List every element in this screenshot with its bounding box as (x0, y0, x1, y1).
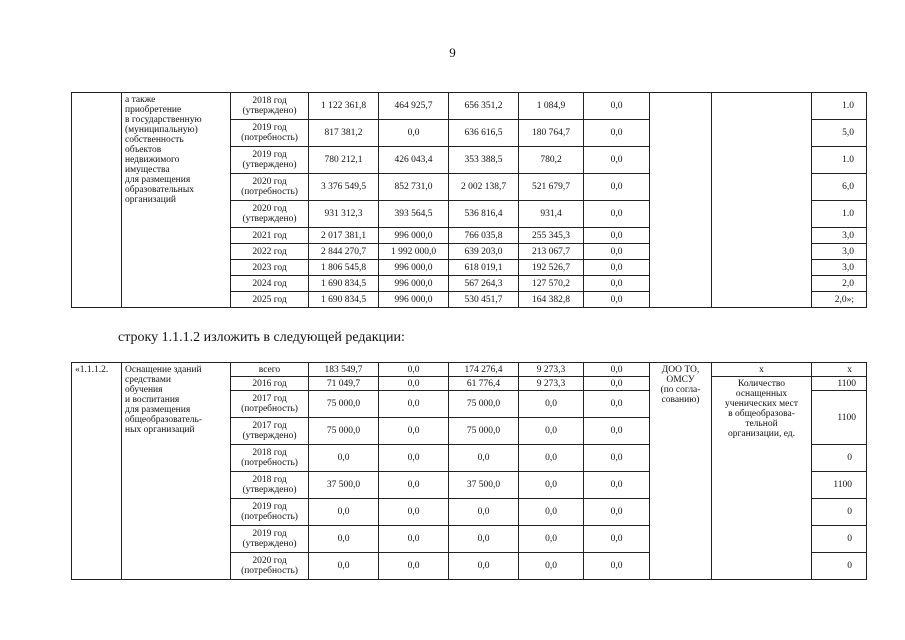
year-label: 2023 год (252, 262, 287, 273)
year-cell (231, 174, 309, 201)
indicator-value-cell: 1100 (812, 472, 867, 499)
description-cell (122, 363, 231, 580)
description-cell-line: а также (125, 95, 156, 105)
value-cell-v1: 1 992 000,0 (379, 244, 449, 260)
value-cell-total: 71 049,7 (309, 377, 379, 391)
indicator-value-cell: 0 (812, 445, 867, 472)
value-cell-v4: 0,0 (584, 244, 650, 260)
indicator-value-cell: 2,0 (812, 276, 867, 292)
year-note: (утверждено) (242, 106, 297, 116)
value-cell-v1: 0,0 (379, 526, 449, 553)
value-cell-v2: 530 451,7 (449, 292, 519, 308)
description-cell-line: недвижимого (125, 155, 180, 165)
year-note: (потребность) (241, 458, 298, 468)
year-cell (231, 363, 309, 377)
description-cell (122, 93, 231, 308)
value-cell-v4: 0,0 (584, 363, 650, 377)
value-cell-v3: 0,0 (519, 445, 584, 472)
value-cell-v3: 780,2 (519, 147, 584, 174)
value-cell-v3: 127 570,2 (519, 276, 584, 292)
indicator-cell-line: оснащенных (735, 389, 788, 399)
budget-table-1 (71, 92, 867, 308)
value-cell-v4: 0,0 (584, 553, 650, 580)
year-label: 2017 год (252, 394, 287, 404)
value-cell-v2: 37 500,0 (449, 472, 519, 499)
value-cell-v3: 192 526,7 (519, 260, 584, 276)
description-cell-line: в государственную (125, 115, 202, 125)
value-cell-v1: 0,0 (379, 553, 449, 580)
year-cell (231, 276, 309, 292)
year-note: (утверждено) (242, 214, 297, 224)
year-cell (231, 147, 309, 174)
value-cell-v4: 0,0 (584, 228, 650, 244)
executor-cell-line: ОМСУ (666, 375, 695, 385)
indicator-value-cell: 3,0 (812, 260, 867, 276)
indicator-value-cell: 0 (812, 499, 867, 526)
value-cell-v2: 618 019,1 (449, 260, 519, 276)
indicator-value-cell: 0 (812, 553, 867, 580)
value-cell-v3: 180 764,7 (519, 120, 584, 147)
description-cell-line: средствами (125, 375, 171, 385)
value-cell-total: 75 000,0 (309, 391, 379, 418)
value-cell-total: 2 017 381,1 (309, 228, 379, 244)
value-cell-v1: 0,0 (379, 377, 449, 391)
indicator-value-cell: 3,0 (812, 244, 867, 260)
value-cell-v3: 0,0 (519, 553, 584, 580)
executor-cell (650, 363, 712, 580)
indicator-value-cell: 1.0 (812, 93, 867, 120)
indicator-value-cell: 2,0»; (812, 292, 867, 308)
value-cell-v1: 996 000,0 (379, 276, 449, 292)
value-cell-v4: 0,0 (584, 377, 650, 391)
year-note: (потребность) (241, 133, 298, 143)
value-cell-v3: 931,4 (519, 201, 584, 228)
value-cell-v3: 0,0 (519, 472, 584, 499)
year-note: (утверждено) (242, 160, 297, 170)
indicator-value-cell: 5,0 (812, 120, 867, 147)
value-cell-v1: 996 000,0 (379, 260, 449, 276)
indicator-cell (712, 93, 812, 308)
year-label: 2018 год (252, 475, 287, 485)
year-cell (231, 120, 309, 147)
executor-cell (650, 93, 712, 308)
value-cell-total: 75 000,0 (309, 418, 379, 445)
value-cell-v1: 852 731,0 (379, 174, 449, 201)
indicator-cell (712, 377, 812, 580)
value-cell-v1: 393 564,5 (379, 201, 449, 228)
value-cell-v1: 0,0 (379, 363, 449, 377)
value-cell-v3: 0,0 (519, 418, 584, 445)
description-cell-line: общеобразователь- (125, 415, 203, 425)
value-cell-v4: 0,0 (584, 472, 650, 499)
value-cell-total: 3 376 549,5 (309, 174, 379, 201)
year-label: 2019 год (252, 502, 287, 512)
value-cell-total: 0,0 (309, 526, 379, 553)
instruction-text: строку 1.1.1.2 изложить в следующей редакции: (118, 330, 405, 345)
value-cell-v2: 353 388,5 (449, 147, 519, 174)
year-label: 2017 год (252, 421, 287, 431)
description-cell-line: (муниципальную) (125, 125, 198, 135)
value-cell-total: 1 690 834,5 (309, 292, 379, 308)
year-label: 2019 год (252, 529, 287, 539)
description-cell-line: для размещения (125, 175, 191, 185)
value-cell-total: 37 500,0 (309, 472, 379, 499)
value-cell-v2: 536 816,4 (449, 201, 519, 228)
year-note: (потребность) (241, 404, 298, 414)
value-cell-v2: 639 203,0 (449, 244, 519, 260)
value-cell-v4: 0,0 (584, 418, 650, 445)
value-cell-total: 780 212,1 (309, 147, 379, 174)
value-cell-total: 931 312,3 (309, 201, 379, 228)
indicator-value-cell: 1100 (812, 377, 867, 391)
value-cell-v3: 1 084,9 (519, 93, 584, 120)
value-cell-v2: 2 002 138,7 (449, 174, 519, 201)
value-cell-v1: 996 000,0 (379, 292, 449, 308)
value-cell-v3: 164 382,8 (519, 292, 584, 308)
description-cell-line: для размещения (125, 405, 191, 415)
value-cell-v4: 0,0 (584, 93, 650, 120)
year-cell (231, 377, 309, 391)
value-cell-v2: 0,0 (449, 526, 519, 553)
year-label: 2018 год (252, 448, 287, 458)
value-cell-v3: 9 273,3 (519, 377, 584, 391)
executor-cell-line: (по согла- (660, 385, 701, 395)
value-cell-v4: 0,0 (584, 147, 650, 174)
year-label: 2025 год (252, 294, 287, 305)
value-cell-v1: 426 043,4 (379, 147, 449, 174)
value-cell-v2: 0,0 (449, 445, 519, 472)
executor-cell-line: ДОО ТО, (661, 365, 700, 375)
table-row (72, 93, 867, 120)
value-cell-v2: 567 264,3 (449, 276, 519, 292)
indicator-cell-line: тельной (745, 419, 778, 429)
description-cell-line: собственность (125, 135, 184, 145)
year-label: 2020 год (252, 204, 287, 214)
year-cell (231, 445, 309, 472)
budget-table-2 (71, 362, 867, 580)
year-cell (231, 418, 309, 445)
year-note: (утверждено) (242, 539, 297, 549)
value-cell-total: 183 549,7 (309, 363, 379, 377)
value-cell-v3: 255 345,3 (519, 228, 584, 244)
year-label: всего (258, 364, 281, 375)
year-label: 2018 год (252, 96, 287, 106)
page-number: 9 (449, 45, 456, 60)
value-cell-total: 0,0 (309, 499, 379, 526)
value-cell-v1: 0,0 (379, 472, 449, 499)
year-cell (231, 201, 309, 228)
indicator-cell-line: организации, ед. (727, 429, 796, 439)
value-cell-v4: 0,0 (584, 499, 650, 526)
value-cell-v2: 0,0 (449, 553, 519, 580)
indicator-value-cell: 0 (812, 526, 867, 553)
year-cell (231, 244, 309, 260)
description-cell-line: приобретение (125, 105, 182, 115)
indicator-cell-line: Количество (737, 379, 786, 389)
value-cell-v1: 996 000,0 (379, 228, 449, 244)
value-cell-v3: 9 273,3 (519, 363, 584, 377)
code-cell (72, 93, 122, 308)
year-note: (утверждено) (242, 431, 297, 441)
executor-cell-line: сованию) (661, 395, 700, 405)
indicator-value-cell: 1100 (812, 391, 867, 445)
description-cell-line: и воспитания (125, 395, 180, 405)
value-cell-v4: 0,0 (584, 391, 650, 418)
year-label: 2020 год (252, 177, 287, 187)
indicator-value-cell: 6,0 (812, 174, 867, 201)
value-cell-v3: 0,0 (519, 499, 584, 526)
value-cell-v2: 61 776,4 (449, 377, 519, 391)
value-cell-v2: 0,0 (449, 499, 519, 526)
value-cell-v2: 75 000,0 (449, 418, 519, 445)
year-label: 2020 год (252, 556, 287, 566)
indicator-value-cell: 1.0 (812, 201, 867, 228)
value-cell-v1: 0,0 (379, 499, 449, 526)
value-cell-total: 1 806 545,8 (309, 260, 379, 276)
value-cell-total: 817 381,2 (309, 120, 379, 147)
value-cell-v4: 0,0 (584, 201, 650, 228)
value-cell-v2: 656 351,2 (449, 93, 519, 120)
table-row (72, 363, 867, 377)
value-cell-total: 0,0 (309, 553, 379, 580)
value-cell-v3: 521 679,7 (519, 174, 584, 201)
value-cell-v2: 174 276,4 (449, 363, 519, 377)
value-cell-v4: 0,0 (584, 260, 650, 276)
description-cell-line: имущества (125, 165, 170, 175)
value-cell-v4: 0,0 (584, 292, 650, 308)
year-label: 2019 год (252, 150, 287, 160)
value-cell-v2: 75 000,0 (449, 391, 519, 418)
value-cell-total: 1 690 834,5 (309, 276, 379, 292)
year-cell (231, 391, 309, 418)
year-cell (231, 260, 309, 276)
year-cell (231, 228, 309, 244)
value-cell-total: 1 122 361,8 (309, 93, 379, 120)
value-cell-total: 2 844 270,7 (309, 244, 379, 260)
year-cell (231, 526, 309, 553)
value-cell-v4: 0,0 (584, 174, 650, 201)
value-cell-v3: 0,0 (519, 526, 584, 553)
year-note: (потребность) (241, 187, 298, 197)
value-cell-v2: 636 616,5 (449, 120, 519, 147)
year-label: 2021 год (252, 230, 287, 241)
description-cell-line: образовательных (125, 185, 194, 195)
year-label: 2016 год (252, 378, 287, 389)
value-cell-v4: 0,0 (584, 120, 650, 147)
year-cell (231, 93, 309, 120)
description-cell-line: ных организаций (125, 425, 195, 435)
indicator-cell-line: в общеобразова- (728, 409, 795, 419)
value-cell-total: 0,0 (309, 445, 379, 472)
indicator-value-cell: 3,0 (812, 228, 867, 244)
value-cell-v1: 0,0 (379, 418, 449, 445)
value-cell-v3: 213 067,7 (519, 244, 584, 260)
code-cell: «1.1.1.2. (72, 363, 122, 580)
description-cell-line: обучения (125, 385, 163, 395)
year-note: (потребность) (241, 566, 298, 576)
year-cell (231, 472, 309, 499)
value-cell-v3: 0,0 (519, 391, 584, 418)
indicator-value-cell: x (812, 363, 867, 377)
description-cell-line: организаций (125, 195, 177, 205)
value-cell-v1: 0,0 (379, 445, 449, 472)
value-cell-v4: 0,0 (584, 445, 650, 472)
year-cell (231, 499, 309, 526)
description-cell-line: Оснащение зданий (125, 365, 202, 375)
year-note: (потребность) (241, 512, 298, 522)
year-cell (231, 292, 309, 308)
year-note: (утверждено) (242, 485, 297, 495)
year-label: 2024 год (252, 278, 287, 289)
year-label: 2022 год (252, 246, 287, 257)
year-cell (231, 553, 309, 580)
value-cell-v4: 0,0 (584, 276, 650, 292)
indicator-value-cell: 1.0 (812, 147, 867, 174)
indicator-header-cell: x (712, 363, 812, 377)
value-cell-v1: 464 925,7 (379, 93, 449, 120)
value-cell-v1: 0,0 (379, 391, 449, 418)
year-label: 2019 год (252, 123, 287, 133)
value-cell-v4: 0,0 (584, 526, 650, 553)
indicator-cell-line: ученических мест (724, 399, 799, 409)
value-cell-v2: 766 035,8 (449, 228, 519, 244)
description-cell-line: объектов (125, 145, 162, 155)
value-cell-v1: 0,0 (379, 120, 449, 147)
